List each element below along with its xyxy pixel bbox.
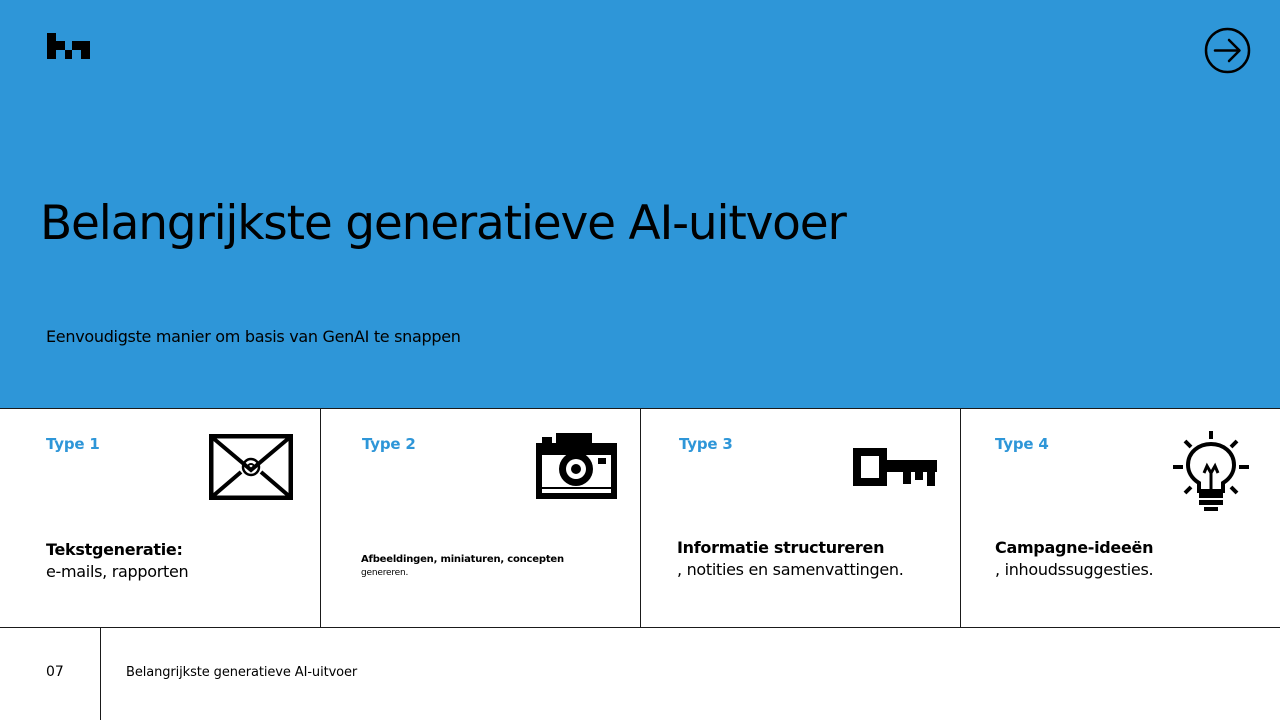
- lightbulb-icon: [1173, 431, 1249, 511]
- slide-subtitle: Eenvoudigste manier om basis van GenAI te snappen: [46, 327, 461, 346]
- card-description: e-mails, rapporten: [46, 562, 189, 581]
- card-heading: Afbeeldingen, miniaturen, concepten: [361, 554, 564, 565]
- card-description: , inhoudssuggesties.: [995, 560, 1154, 579]
- card-heading: Tekstgeneratie:: [46, 540, 183, 559]
- type-card-3: [640, 409, 960, 628]
- page-number: 07: [46, 664, 64, 680]
- card-heading: Informatie structureren: [677, 538, 885, 557]
- camera-icon: [536, 431, 617, 499]
- next-slide-button[interactable]: [1204, 27, 1251, 74]
- type-card-1: [0, 409, 320, 628]
- envelope-icon: [209, 434, 293, 500]
- type-card-2: [320, 409, 640, 628]
- slide-footer: [0, 628, 1280, 720]
- card-description: genereren.: [361, 568, 409, 578]
- key-icon: [853, 444, 939, 490]
- card-type-label: Type 4: [995, 435, 1049, 453]
- type-card-4: [960, 409, 1280, 628]
- slide-title: Belangrijkste generatieve AI-uitvoer: [40, 196, 846, 251]
- arrow-right-circle-icon: [1204, 27, 1251, 74]
- card-description: , notities en samenvattingen.: [677, 560, 904, 579]
- card-type-label: Type 1: [46, 435, 100, 453]
- output-types-grid: [0, 408, 1280, 628]
- card-type-label: Type 3: [679, 435, 733, 453]
- card-type-label: Type 2: [362, 435, 416, 453]
- footer-title: Belangrijkste generatieve AI-uitvoer: [126, 665, 358, 680]
- footer-divider: [100, 628, 101, 720]
- card-heading: Campagne-ideeën: [995, 538, 1154, 557]
- brand-logo-icon: [47, 33, 90, 59]
